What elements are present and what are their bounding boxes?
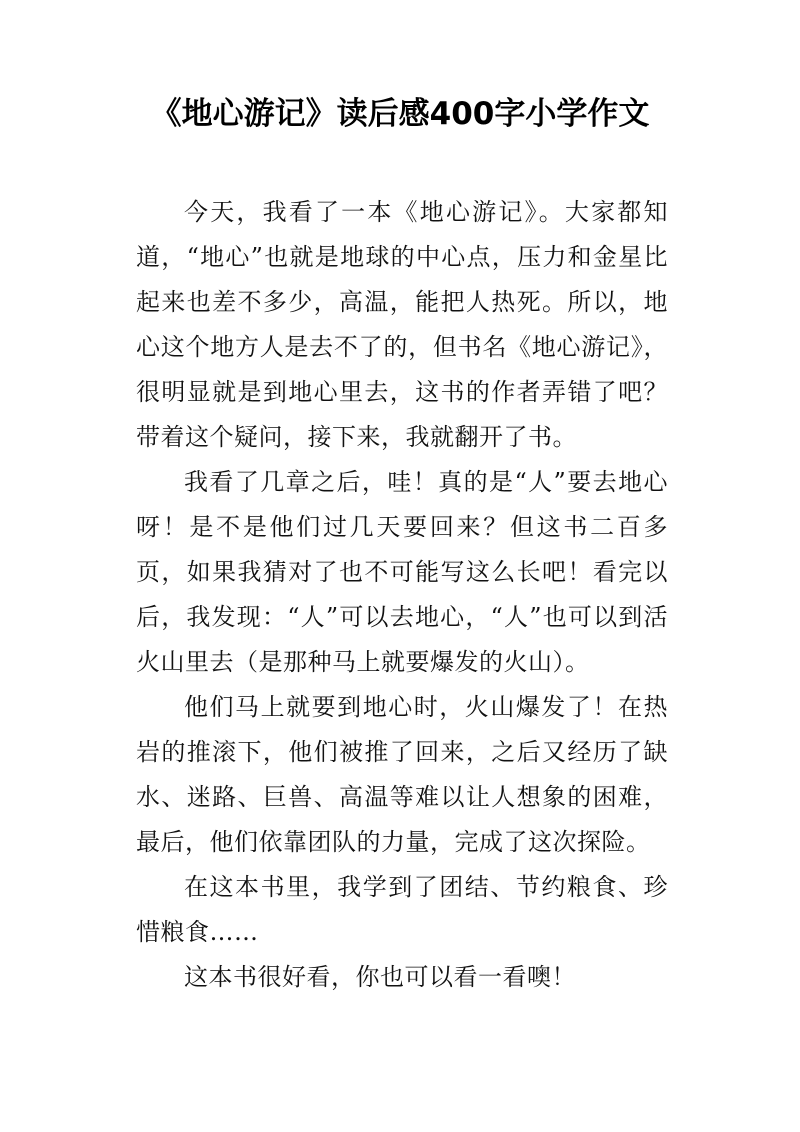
paragraph: 我看了几章之后，哇！真的是“人”要去地心呀！是不是他们过几天要回来？但这书二百多页，如果我猜对了也不可能写这么长吧！看完以后，我发现：“人”可以去地心，“人”也可以到活火山里去（是那种马上就要爆发的火山）。	[136, 468, 668, 676]
paragraph: 在这本书里，我学到了团结、节约粮食、珍惜粮食……	[136, 873, 668, 946]
paragraph: 他们马上就要到地心时，火山爆发了！在热岩的推滚下，他们被推了回来，之后又经历了缺水、迷路、巨兽、高温等难以让人想象的困难，最后，他们依靠团队的力量，完成了这次探险。	[136, 693, 668, 856]
paragraph: 今天，我看了一本《地心游记》。大家都知道，“地心”也就是地球的中心点，压力和金星比起来也差不多少，高温，能把人热死。所以，地心这个地方人是去不了的，但书名《地心游记》，很明显就是到地心里去，这书的作者弄错了吧？带着这个疑问，接下来，我就翻开了书。	[136, 198, 668, 451]
paragraph: 这本书很好看，你也可以看一看噢！	[184, 963, 576, 991]
document-title: 《地心游记》读后感400字小学作文	[150, 96, 650, 132]
document-body	[136, 190, 668, 1000]
